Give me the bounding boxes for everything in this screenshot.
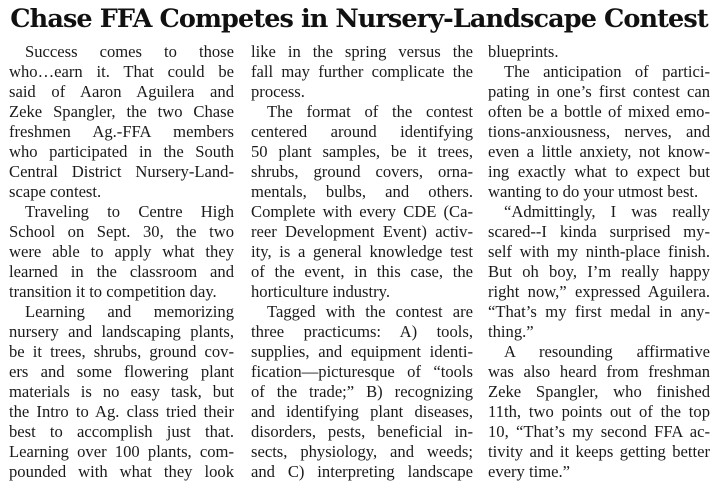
- text-line: blueprints.: [488, 42, 559, 61]
- text-line: Zeke Spangler, who finished: [488, 382, 710, 401]
- text-line: three practicums: A) tools,: [251, 322, 473, 341]
- text-line: ity, is a general knowledge test: [251, 242, 473, 261]
- text-line: learned in the classroom and: [9, 262, 234, 281]
- text-line: “That’s my first medal in any-: [488, 302, 710, 321]
- text-line: were able to apply what they: [9, 242, 234, 261]
- text-line: thing.”: [488, 322, 534, 341]
- text-line: 50 plant samples, be it trees,: [251, 142, 473, 161]
- text-line: 11th, two points out of the top: [488, 402, 710, 421]
- text-line: fall may further complicate the: [251, 62, 473, 81]
- text-line: of the trade;” B) recognizing: [251, 382, 473, 401]
- text-line: who…earn it. That could be: [9, 62, 234, 81]
- text-line: even a little anxiety, not know-: [488, 142, 710, 161]
- text-line: reer Development Event) activ-: [251, 222, 473, 241]
- text-line: ers and some flowering plant: [9, 362, 234, 381]
- text-line: was also heard from freshman: [488, 362, 710, 381]
- text-line: like in the spring versus the: [251, 42, 473, 61]
- text-line: centered around identifying: [251, 122, 473, 141]
- text-line: School on Sept. 30, the two: [9, 222, 234, 241]
- article-column-2: [251, 42, 473, 482]
- text-line: the Intro to Ag. class tried their: [9, 402, 234, 421]
- text-line: pounded with what they look: [9, 462, 234, 481]
- text-line: Tagged with the contest are: [267, 302, 473, 321]
- text-line: often be a bottle of mixed emo-: [488, 102, 710, 121]
- text-line: “Admittingly, I was really: [504, 202, 710, 221]
- text-line: pating in one’s first contest can: [488, 82, 710, 101]
- text-line: transition it to competition day.: [9, 282, 217, 301]
- text-line: Traveling to Centre High: [25, 202, 234, 221]
- text-line: The anticipation of partici-: [504, 62, 710, 81]
- text-line: Learning over 100 plants, com-: [9, 442, 234, 461]
- text-line: freshmen Ag.-FFA members: [9, 122, 234, 141]
- text-line: of the event, in this case, the: [251, 262, 473, 281]
- text-line: 10, “That’s my second FFA ac-: [488, 422, 710, 441]
- text-line: Success comes to those: [25, 42, 234, 61]
- text-line: Zeke Spangler, the two Chase: [9, 102, 234, 121]
- text-line: ing exactly what to expect but: [488, 162, 710, 181]
- text-line: The format of the contest: [267, 102, 473, 121]
- text-line: self with my ninth-place finish.: [488, 242, 710, 261]
- text-line: disorders, pests, beneficial in-: [251, 422, 473, 441]
- text-line: supplies, and equipment identi-: [251, 342, 473, 361]
- text-line: be it trees, shrubs, ground cov-: [9, 342, 234, 361]
- text-line: who participated in the South: [9, 142, 234, 161]
- text-line: scared--I kinda surprised my-: [488, 222, 710, 241]
- text-line: mentals, bulbs, and others.: [251, 182, 473, 201]
- text-line: horticulture industry.: [251, 282, 391, 301]
- text-line: and identifying plant diseases,: [251, 402, 473, 421]
- text-line: fication—picturesque of “tools: [251, 362, 473, 381]
- text-line: best to accomplish just that.: [9, 422, 234, 441]
- text-line: wanting to do your utmost best.: [488, 182, 699, 201]
- text-line: and C) interpreting landscape: [251, 462, 473, 481]
- article-column-1: [9, 42, 234, 482]
- text-line: sects, physiology, and weeds;: [251, 442, 473, 461]
- text-line: process.: [251, 82, 305, 101]
- text-line: Central District Nursery-Land-: [9, 162, 234, 181]
- text-line: But oh boy, I’m really happy: [488, 262, 710, 281]
- text-line: Learning and memorizing: [25, 302, 234, 321]
- article-column-3: [488, 42, 710, 482]
- text-line: A resounding affirmative: [504, 342, 710, 361]
- text-line: tions-anxiousness, nerves, and: [488, 122, 710, 141]
- headline: Chase FFA Competes in Nursery-Landscape Contest: [10, 4, 708, 34]
- text-line: right now,” expressed Aguilera.: [488, 282, 710, 301]
- text-line: nursery and landscaping plants,: [9, 322, 234, 341]
- text-line: materials is no easy task, but: [9, 382, 234, 401]
- text-line: Complete with every CDE (Ca-: [251, 202, 473, 221]
- text-line: tivity and it keeps getting better: [488, 442, 710, 461]
- text-line: scape contest.: [9, 182, 102, 201]
- text-line: shrubs, ground covers, orna-: [251, 162, 473, 181]
- text-line: said of Aaron Aguilera and: [9, 82, 234, 101]
- text-line: every time.”: [488, 462, 571, 481]
